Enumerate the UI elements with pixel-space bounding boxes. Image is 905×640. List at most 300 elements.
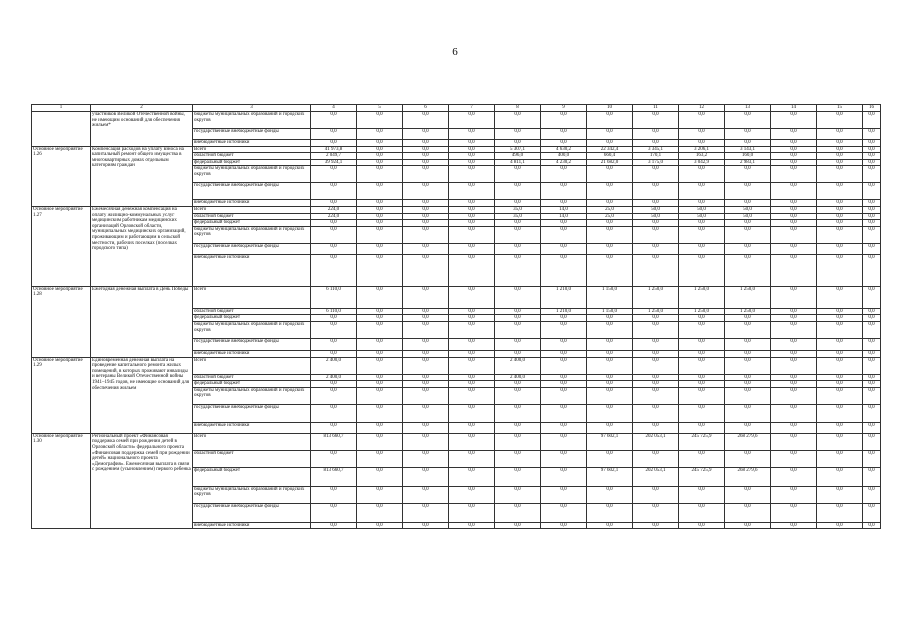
value-cell: 0,0 — [403, 159, 449, 166]
value-cell: 25,0 — [587, 206, 633, 213]
value-cell: 0,0 — [403, 357, 449, 374]
value-cell: 0,0 — [633, 338, 679, 350]
value-cell: 0,0 — [357, 254, 403, 286]
value-cell: 0,0 — [771, 112, 817, 129]
value-cell: 0,0 — [679, 166, 725, 183]
value-cell: 0,0 — [863, 153, 881, 160]
value-cell: 0,0 — [771, 381, 817, 388]
value-cell: 0,0 — [541, 433, 587, 450]
value-cell: 0,0 — [541, 450, 587, 467]
value-cell: 0,0 — [311, 315, 357, 322]
value-cell: 0,0 — [817, 220, 863, 227]
value-cell: 0,0 — [449, 140, 495, 147]
value-cell: 0,0 — [633, 220, 679, 227]
value-cell: 0,0 — [771, 140, 817, 147]
value-cell: 0,0 — [771, 404, 817, 422]
value-cell: 0,0 — [725, 254, 771, 286]
value-cell: 0,0 — [311, 503, 357, 522]
value-cell: 0,0 — [771, 220, 817, 227]
value-cell: 0,0 — [357, 387, 403, 404]
value-cell: 0,0 — [587, 450, 633, 467]
value-cell: 160,0 — [725, 153, 771, 160]
value-cell: 0,0 — [403, 422, 449, 433]
value-cell: 0,0 — [863, 112, 881, 129]
header-cell: 4 — [311, 105, 357, 112]
activity-cell: Основное мероприятие 1.29 — [32, 357, 91, 433]
value-cell: 0,0 — [587, 254, 633, 286]
funding-source-cell: бюджеты муниципальных образований и городских округов — [193, 321, 311, 338]
value-cell: 50,0 — [679, 206, 725, 213]
value-cell: 0,0 — [863, 220, 881, 227]
value-cell: 0,0 — [817, 286, 863, 308]
value-cell: 6 110,0 — [311, 308, 357, 315]
value-cell: 3 345,1 — [633, 146, 679, 153]
value-cell: 0,0 — [771, 129, 817, 140]
value-cell: 0,0 — [403, 220, 449, 227]
page-number: 6 — [452, 46, 458, 58]
value-cell: 0,0 — [863, 166, 881, 183]
value-cell: 0,0 — [817, 387, 863, 404]
value-cell: 202 053,1 — [633, 433, 679, 450]
funding-source-cell: областной бюджет — [193, 153, 311, 160]
value-cell: 1 210,0 — [541, 286, 587, 308]
value-cell: 0,0 — [863, 254, 881, 286]
header-cell: 3 — [193, 105, 311, 112]
value-cell: 0,0 — [495, 286, 541, 308]
value-cell: 2 049,7 — [311, 153, 357, 160]
description-cell: участников Великой Отечественной войны, не имеющим оснований для обеспечения жильем* — [91, 112, 193, 147]
value-cell: 0,0 — [403, 381, 449, 388]
value-cell: 0,0 — [403, 486, 449, 503]
value-cell: 0,0 — [311, 254, 357, 286]
value-cell: 3 175,0 — [633, 159, 679, 166]
value-cell: 0,0 — [449, 522, 495, 529]
value-cell: 0,0 — [725, 503, 771, 522]
value-cell: 0,0 — [449, 374, 495, 381]
value-cell: 0,0 — [357, 422, 403, 433]
value-cell: 0,0 — [357, 166, 403, 183]
value-cell: 0,0 — [495, 226, 541, 243]
value-cell: 0,0 — [725, 522, 771, 529]
value-cell: 0,0 — [817, 338, 863, 350]
value-cell: 0,0 — [587, 522, 633, 529]
value-cell: 268 279,6 — [725, 433, 771, 450]
header-cell: 10 — [587, 105, 633, 112]
value-cell: 0,0 — [449, 357, 495, 374]
value-cell: 5 307,1 — [495, 146, 541, 153]
value-cell: 0,0 — [449, 321, 495, 338]
value-cell: 0,0 — [633, 200, 679, 207]
value-cell: 0,0 — [725, 381, 771, 388]
value-cell: 0,0 — [679, 220, 725, 227]
value-cell: 0,0 — [495, 166, 541, 183]
value-cell: 0,0 — [679, 486, 725, 503]
value-cell: 0,0 — [587, 404, 633, 422]
value-cell: 0,0 — [771, 522, 817, 529]
value-cell: 0,0 — [541, 503, 587, 522]
value-cell: 0,0 — [587, 183, 633, 200]
value-cell: 97 602,1 — [587, 433, 633, 450]
value-cell: 0,0 — [403, 206, 449, 213]
funding-source-cell: внебюджетные источники — [193, 254, 311, 286]
table-row — [32, 357, 881, 374]
value-cell: 41 973,8 — [311, 146, 357, 153]
value-cell: 0,0 — [817, 433, 863, 450]
value-cell: 0,0 — [863, 129, 881, 140]
value-cell: 14,0 — [541, 213, 587, 220]
value-cell: 0,0 — [863, 503, 881, 522]
funding-source-cell: федеральный бюджет — [193, 381, 311, 388]
value-cell: 0,0 — [541, 467, 587, 486]
value-cell: 1 250,0 — [725, 286, 771, 308]
value-cell: 0,0 — [817, 315, 863, 322]
value-cell: 0,0 — [633, 422, 679, 433]
value-cell: 245 725,9 — [679, 467, 725, 486]
value-cell: 0,0 — [771, 450, 817, 467]
value-cell: 0,0 — [633, 321, 679, 338]
value-cell: 1 250,0 — [679, 286, 725, 308]
value-cell: 0,0 — [495, 112, 541, 129]
value-cell: 0,0 — [403, 146, 449, 153]
value-cell: 0,0 — [725, 374, 771, 381]
value-cell: 0,0 — [771, 422, 817, 433]
value-cell: 0,0 — [725, 350, 771, 357]
value-cell: 0,0 — [357, 213, 403, 220]
value-cell: 25,0 — [587, 213, 633, 220]
value-cell: 0,0 — [495, 254, 541, 286]
value-cell: 0,0 — [357, 206, 403, 213]
value-cell: 0,0 — [725, 243, 771, 254]
table-row — [32, 146, 881, 153]
funding-source-cell: государственные внебюджетные фонды — [193, 243, 311, 254]
value-cell: 0,0 — [449, 338, 495, 350]
value-cell: 0,0 — [449, 112, 495, 129]
description-cell: Единовременная денежная выплата на проведение капитального ремонта жилых помещений, в которых проживают инвалиды и ветераны Великой Отечественной войны 1941–1945 годов, не имеющие оснований для обеспечения жильем — [91, 357, 193, 433]
value-cell: 0,0 — [817, 140, 863, 147]
value-cell: 0,0 — [357, 153, 403, 160]
value-cell: 0,0 — [771, 243, 817, 254]
value-cell: 0,0 — [357, 200, 403, 207]
budget-table — [31, 104, 881, 529]
value-cell: 0,0 — [311, 387, 357, 404]
value-cell: 163,2 — [679, 153, 725, 160]
value-cell: 400,0 — [541, 153, 587, 160]
value-cell: 0,0 — [817, 243, 863, 254]
value-cell: 0,0 — [311, 321, 357, 338]
value-cell: 0,0 — [817, 357, 863, 374]
value-cell: 0,0 — [863, 387, 881, 404]
value-cell: 0,0 — [679, 226, 725, 243]
value-cell: 0,0 — [403, 338, 449, 350]
value-cell: 0,0 — [771, 213, 817, 220]
value-cell: 0,0 — [357, 159, 403, 166]
value-cell: 0,0 — [541, 226, 587, 243]
value-cell: 0,0 — [541, 254, 587, 286]
value-cell: 0,0 — [311, 522, 357, 529]
value-cell: 0,0 — [403, 387, 449, 404]
description-cell: Ежемесячная денежная компенсация на оплату жилищно-коммунальных услуг медицинским работникам медицинских организаций Орловской области, муниципальных медицинских организаций, проживающим и работающим в сельской местности, рабочих поселках (поселках городского типа) — [91, 206, 193, 286]
value-cell: 0,0 — [679, 254, 725, 286]
value-cell: 0,0 — [587, 387, 633, 404]
value-cell: 0,0 — [863, 522, 881, 529]
value-cell: 0,0 — [587, 486, 633, 503]
value-cell: 0,0 — [725, 140, 771, 147]
funding-source-cell: федеральный бюджет — [193, 467, 311, 486]
value-cell: 0,0 — [311, 220, 357, 227]
value-cell: 0,0 — [725, 112, 771, 129]
value-cell: 0,0 — [541, 112, 587, 129]
value-cell: 4 630,2 — [541, 146, 587, 153]
value-cell: 0,0 — [449, 183, 495, 200]
value-cell: 0,0 — [771, 357, 817, 374]
value-cell: 0,0 — [679, 321, 725, 338]
value-cell: 0,0 — [403, 213, 449, 220]
value-cell: 0,0 — [633, 450, 679, 467]
funding-source-cell: государственные внебюджетные фонды — [193, 338, 311, 350]
value-cell: 0,0 — [541, 422, 587, 433]
value-cell: 0,0 — [403, 226, 449, 243]
value-cell: 0,0 — [449, 315, 495, 322]
value-cell: 0,0 — [771, 286, 817, 308]
value-cell: 0,0 — [679, 243, 725, 254]
value-cell: 0,0 — [725, 129, 771, 140]
header-cell: 1 — [32, 105, 91, 112]
value-cell: 0,0 — [863, 321, 881, 338]
value-cell: 50,0 — [725, 206, 771, 213]
value-cell: 0,0 — [495, 140, 541, 147]
value-cell: 0,0 — [357, 381, 403, 388]
value-cell: 0,0 — [495, 200, 541, 207]
value-cell: 0,0 — [357, 503, 403, 522]
value-cell: 0,0 — [817, 486, 863, 503]
value-cell: 0,0 — [357, 226, 403, 243]
value-cell: 0,0 — [817, 254, 863, 286]
value-cell: 50,0 — [633, 206, 679, 213]
funding-source-cell: бюджеты муниципальных образований и городских округов — [193, 226, 311, 243]
value-cell: 6 110,0 — [311, 286, 357, 308]
value-cell: 0,0 — [403, 200, 449, 207]
value-cell: 0,0 — [587, 503, 633, 522]
value-cell: 0,0 — [771, 350, 817, 357]
value-cell: 2 400,0 — [495, 357, 541, 374]
value-cell: 0,0 — [449, 486, 495, 503]
value-cell: 0,0 — [771, 226, 817, 243]
value-cell: 0,0 — [449, 387, 495, 404]
value-cell: 0,0 — [725, 183, 771, 200]
table-row — [32, 286, 881, 308]
value-cell: 0,0 — [863, 226, 881, 243]
value-cell: 0,0 — [817, 226, 863, 243]
value-cell: 0,0 — [357, 308, 403, 315]
value-cell: 0,0 — [725, 357, 771, 374]
value-cell: 0,0 — [817, 146, 863, 153]
value-cell: 0,0 — [357, 357, 403, 374]
value-cell: 0,0 — [587, 374, 633, 381]
value-cell: 0,0 — [679, 387, 725, 404]
funding-source-cell: государственные внебюджетные фонды — [193, 183, 311, 200]
value-cell: 0,0 — [403, 112, 449, 129]
value-cell: 0,0 — [449, 308, 495, 315]
header-cell: 11 — [633, 105, 679, 112]
value-cell: 0,0 — [541, 338, 587, 350]
value-cell: 0,0 — [403, 404, 449, 422]
value-cell: 0,0 — [817, 166, 863, 183]
value-cell: 39 924,1 — [311, 159, 357, 166]
value-cell: 0,0 — [725, 321, 771, 338]
value-cell: 0,0 — [863, 467, 881, 486]
value-cell: 3 206,1 — [679, 146, 725, 153]
value-cell: 0,0 — [863, 206, 881, 213]
value-cell: 0,0 — [495, 183, 541, 200]
value-cell: 21 682,0 — [587, 159, 633, 166]
value-cell: 0,0 — [357, 243, 403, 254]
header-cell: 15 — [817, 105, 863, 112]
value-cell: 0,0 — [357, 129, 403, 140]
activity-cell: Основное мероприятие 1.26 — [32, 146, 91, 206]
value-cell: 2 400,0 — [311, 357, 357, 374]
activity-cell: Основное мероприятие 1.28 — [32, 286, 91, 357]
activity-cell: Основное мероприятие 1.30 — [32, 433, 91, 529]
value-cell: 0,0 — [311, 381, 357, 388]
funding-source-cell: федеральный бюджет — [193, 315, 311, 322]
value-cell: 0,0 — [587, 338, 633, 350]
value-cell: 0,0 — [633, 254, 679, 286]
value-cell: 0,0 — [587, 321, 633, 338]
value-cell: 0,0 — [495, 220, 541, 227]
table-row — [32, 112, 881, 129]
value-cell: 0,0 — [725, 422, 771, 433]
value-cell: 0,0 — [357, 450, 403, 467]
value-cell: 0,0 — [863, 350, 881, 357]
value-cell: 0,0 — [725, 450, 771, 467]
value-cell: 0,0 — [495, 308, 541, 315]
description-cell: Компенсация расходов на уплату взноса на капитальный ремонт общего имущества в многоквартирных домах отдельным категориям граждан — [91, 146, 193, 206]
value-cell: 0,0 — [863, 146, 881, 153]
value-cell: 0,0 — [587, 315, 633, 322]
value-cell: 0,0 — [863, 286, 881, 308]
funding-source-cell: государственные внебюджетные фонды — [193, 503, 311, 522]
value-cell: 0,0 — [863, 183, 881, 200]
value-cell: 1 250,0 — [633, 308, 679, 315]
value-cell: 0,0 — [863, 315, 881, 322]
value-cell: 0,0 — [817, 350, 863, 357]
value-cell: 0,0 — [633, 243, 679, 254]
value-cell: 0,0 — [449, 467, 495, 486]
value-cell: 0,0 — [403, 183, 449, 200]
value-cell: 813 660,7 — [311, 467, 357, 486]
header-cell: 13 — [725, 105, 771, 112]
funding-source-cell: государственные внебюджетные фонды — [193, 129, 311, 140]
value-cell: 50,0 — [633, 213, 679, 220]
value-cell: 813 660,7 — [311, 433, 357, 450]
value-cell: 0,0 — [495, 404, 541, 422]
value-cell: 0,0 — [495, 243, 541, 254]
value-cell: 0,0 — [449, 146, 495, 153]
value-cell: 0,0 — [633, 112, 679, 129]
value-cell: 0,0 — [817, 112, 863, 129]
funding-source-cell: Всего — [193, 146, 311, 153]
value-cell: 0,0 — [495, 422, 541, 433]
value-cell: 0,0 — [633, 381, 679, 388]
value-cell: 0,0 — [679, 522, 725, 529]
value-cell: 0,0 — [771, 206, 817, 213]
value-cell: 0,0 — [357, 146, 403, 153]
value-cell: 0,0 — [863, 213, 881, 220]
value-cell: 0,0 — [725, 166, 771, 183]
value-cell: 0,0 — [817, 153, 863, 160]
funding-source-cell: Всего — [193, 357, 311, 374]
value-cell: 0,0 — [449, 450, 495, 467]
value-cell: 2 400,0 — [311, 374, 357, 381]
value-cell: 0,0 — [311, 338, 357, 350]
value-cell: 0,0 — [817, 374, 863, 381]
funding-source-cell: областной бюджет — [193, 308, 311, 315]
value-cell: 0,0 — [725, 315, 771, 322]
value-cell: 0,0 — [633, 315, 679, 322]
value-cell: 0,0 — [679, 381, 725, 388]
value-cell: 0,0 — [495, 381, 541, 388]
value-cell: 0,0 — [725, 200, 771, 207]
value-cell: 0,0 — [633, 140, 679, 147]
value-cell: 0,0 — [679, 503, 725, 522]
value-cell: 0,0 — [725, 226, 771, 243]
value-cell: 0,0 — [633, 522, 679, 529]
value-cell: 0,0 — [403, 140, 449, 147]
value-cell: 0,0 — [495, 129, 541, 140]
value-cell: 0,0 — [771, 308, 817, 315]
value-cell: 0,0 — [633, 350, 679, 357]
value-cell: 0,0 — [771, 254, 817, 286]
value-cell: 0,0 — [449, 503, 495, 522]
header-cell: 12 — [679, 105, 725, 112]
value-cell: 0,0 — [403, 467, 449, 486]
value-cell: 0,0 — [633, 129, 679, 140]
header-cell: 16 — [863, 105, 881, 112]
value-cell: 0,0 — [771, 321, 817, 338]
value-cell: 0,0 — [495, 522, 541, 529]
value-cell: 0,0 — [587, 200, 633, 207]
value-cell: 0,0 — [817, 522, 863, 529]
value-cell: 0,0 — [449, 206, 495, 213]
funding-source-cell: областной бюджет — [193, 213, 311, 220]
value-cell: 3 042,9 — [679, 159, 725, 166]
value-cell: 0,0 — [311, 486, 357, 503]
value-cell: 1 150,0 — [587, 286, 633, 308]
value-cell: 0,0 — [449, 166, 495, 183]
value-cell: 50,0 — [679, 213, 725, 220]
value-cell: 1 250,0 — [633, 286, 679, 308]
funding-source-cell: областной бюджет — [193, 450, 311, 467]
value-cell: 0,0 — [541, 315, 587, 322]
value-cell: 0,0 — [541, 350, 587, 357]
value-cell: 14,0 — [541, 206, 587, 213]
value-cell: 0,0 — [311, 200, 357, 207]
value-cell: 202 053,1 — [633, 467, 679, 486]
value-cell: 0,0 — [817, 308, 863, 315]
activity-cell: Основное мероприятие 1.27 — [32, 206, 91, 286]
value-cell: 0,0 — [541, 321, 587, 338]
value-cell: 2 400,0 — [495, 374, 541, 381]
value-cell: 0,0 — [311, 350, 357, 357]
value-cell: 0,0 — [587, 357, 633, 374]
value-cell: 0,0 — [449, 220, 495, 227]
value-cell: 0,0 — [449, 422, 495, 433]
value-cell: 0,0 — [311, 422, 357, 433]
value-cell: 0,0 — [541, 404, 587, 422]
value-cell: 0,0 — [863, 357, 881, 374]
value-cell: 0,0 — [541, 129, 587, 140]
value-cell: 0,0 — [679, 374, 725, 381]
